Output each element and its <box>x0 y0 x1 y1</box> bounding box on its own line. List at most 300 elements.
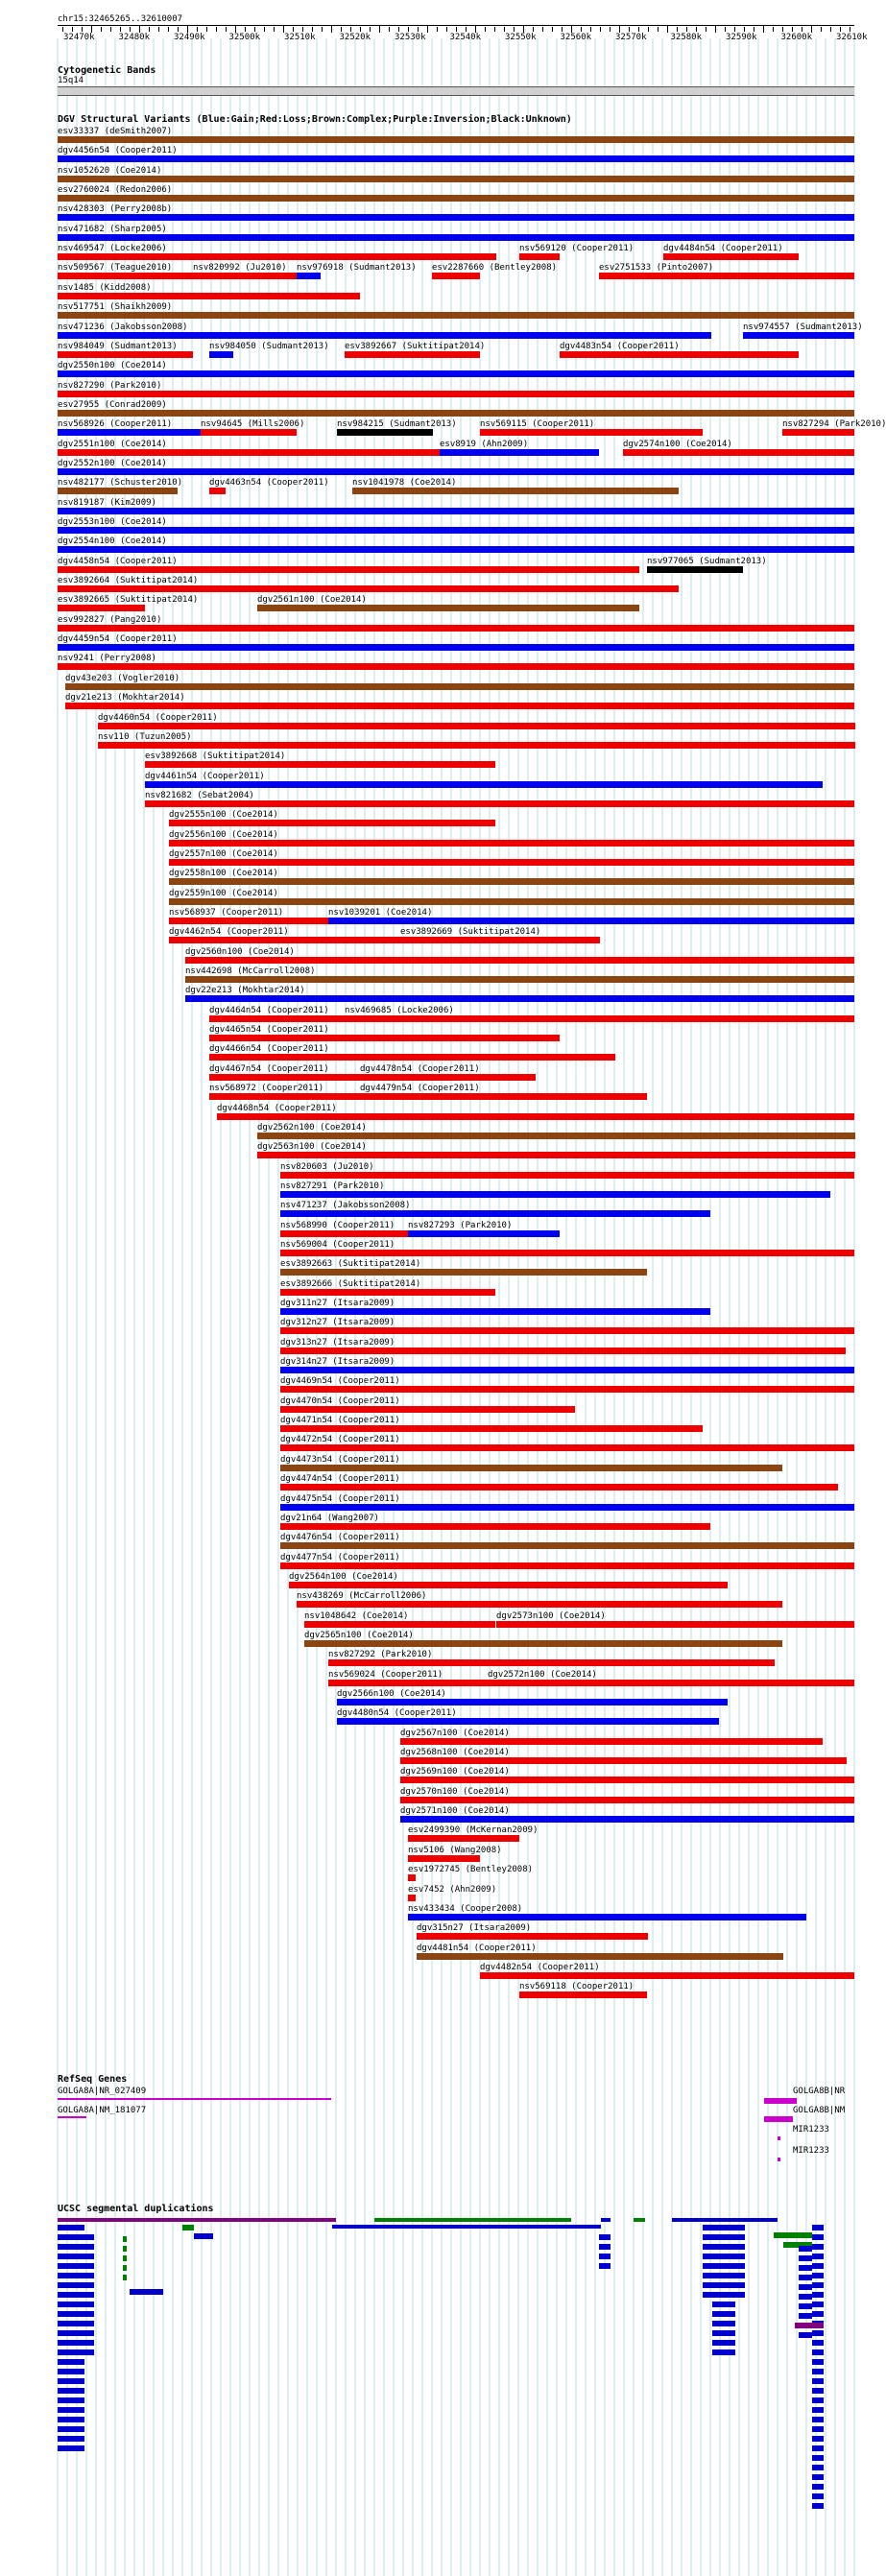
segdup-block[interactable] <box>599 2234 611 2240</box>
segdup-block[interactable] <box>812 2474 824 2480</box>
sv-label[interactable]: dgv2550n100 (Coe2014) <box>58 361 167 370</box>
sv-label[interactable]: nsv977065 (Sudmant2013) <box>647 557 767 566</box>
sv-label[interactable]: esv2499390 (McKernan2009) <box>408 1825 539 1835</box>
segdup-block[interactable] <box>81 2244 94 2250</box>
sv-bar-loss[interactable] <box>58 566 639 573</box>
sv-bar-complex[interactable] <box>58 488 178 494</box>
sv-label[interactable]: nsv482177 (Schuster2010) <box>58 478 183 488</box>
sv-label[interactable]: dgv4464n54 (Cooper2011) <box>209 1006 329 1015</box>
segdup-block[interactable] <box>712 2244 735 2250</box>
sv-label[interactable]: nsv568990 (Cooper2011) <box>280 1221 395 1230</box>
segdup-block[interactable] <box>812 2455 824 2461</box>
segdup-block[interactable] <box>799 2246 812 2252</box>
sv-bar-loss[interactable] <box>345 351 480 358</box>
cytoband-bar[interactable] <box>58 86 854 96</box>
sv-label[interactable]: dgv2568n100 (Coe2014) <box>400 1748 510 1757</box>
sv-bar-loss[interactable] <box>280 1250 854 1256</box>
sv-label[interactable]: nsv569004 (Cooper2011) <box>280 1240 395 1250</box>
sv-bar-loss[interactable] <box>201 429 297 436</box>
sv-bar-loss[interactable] <box>400 1777 854 1783</box>
segdup-block[interactable] <box>799 2303 812 2309</box>
sv-label[interactable]: dgv4463n54 (Cooper2011) <box>209 478 329 488</box>
sv-label[interactable]: dgv43e203 (Vogler2010) <box>65 674 180 683</box>
sv-label[interactable]: nsv568926 (Cooper2011) <box>58 419 173 429</box>
sv-bar-loss[interactable] <box>400 937 600 943</box>
segdup-block[interactable] <box>812 2417 824 2422</box>
sv-label[interactable]: dgv4465n54 (Cooper2011) <box>209 1025 329 1035</box>
sv-bar-gain[interactable] <box>58 332 711 339</box>
sv-label[interactable]: nsv509567 (Teague2010) <box>58 263 173 273</box>
sv-bar-loss[interactable] <box>432 273 480 279</box>
sv-label[interactable]: dgv4480n54 (Cooper2011) <box>337 1708 457 1718</box>
sv-label[interactable]: dgv4466n54 (Cooper2011) <box>209 1044 329 1054</box>
gene-label[interactable]: MIR1233 <box>793 2146 829 2156</box>
sv-label[interactable]: dgv4461n54 (Cooper2011) <box>145 772 265 781</box>
segdup-block[interactable] <box>634 2218 645 2222</box>
gene-model[interactable] <box>764 2098 797 2104</box>
sv-label[interactable]: esv3892665 (Suktitipat2014) <box>58 595 199 605</box>
sv-bar-loss[interactable] <box>280 1386 854 1393</box>
segdup-block[interactable] <box>799 2265 812 2271</box>
sv-label[interactable]: dgv4456n54 (Cooper2011) <box>58 146 178 155</box>
segdup-block[interactable] <box>812 2407 824 2413</box>
sv-label[interactable]: nsv442698 (McCarroll2008) <box>185 966 316 976</box>
sv-label[interactable]: nsv819187 (Kim2009) <box>58 498 156 508</box>
sv-label[interactable]: nsv976918 (Sudmant2013) <box>297 263 417 273</box>
sv-bar-loss[interactable] <box>280 1327 854 1334</box>
sv-bar-complex[interactable] <box>257 1133 855 1139</box>
sv-bar-loss[interactable] <box>217 1113 854 1120</box>
sv-bar-loss[interactable] <box>408 1874 416 1881</box>
sv-label[interactable]: nsv428303 (Perry2008b) <box>58 204 173 214</box>
sv-bar-loss[interactable] <box>360 1074 536 1081</box>
sv-bar-loss[interactable] <box>280 1484 838 1491</box>
sv-bar-gain[interactable] <box>58 429 201 436</box>
sv-bar-loss[interactable] <box>280 1289 495 1296</box>
sv-bar-loss[interactable] <box>169 859 854 866</box>
sv-label[interactable]: dgv4458n54 (Cooper2011) <box>58 557 178 566</box>
segdup-block[interactable] <box>799 2284 812 2290</box>
sv-bar-gain[interactable] <box>209 351 233 358</box>
sv-bar-gain[interactable] <box>58 644 854 651</box>
sv-label[interactable]: esv3892663 (Suktitipat2014) <box>280 1259 421 1269</box>
sv-bar-gain[interactable] <box>280 1308 710 1315</box>
sv-label[interactable]: esv3892669 (Suktitipat2014) <box>400 927 541 937</box>
sv-label[interactable]: dgv2562n100 (Coe2014) <box>257 1123 367 1133</box>
sv-label[interactable]: dgv22e213 (Mokhtar2014) <box>185 986 305 995</box>
sv-label[interactable]: dgv21n64 (Wang2007) <box>280 1514 379 1523</box>
segdup-block[interactable] <box>81 2330 94 2336</box>
sv-label[interactable]: dgv4459n54 (Cooper2011) <box>58 634 178 644</box>
sv-label[interactable]: dgv2572n100 (Coe2014) <box>488 1670 597 1680</box>
sv-bar-loss[interactable] <box>209 1074 361 1081</box>
segdup-block[interactable] <box>812 2273 824 2278</box>
sv-bar-gain[interactable] <box>297 273 321 279</box>
sv-label[interactable]: nsv469547 (Locke2006) <box>58 244 167 253</box>
segdup-block[interactable] <box>812 2503 824 2509</box>
segdup-block[interactable] <box>712 2330 735 2336</box>
segdup-block[interactable] <box>81 2311 94 2317</box>
segdup-block[interactable] <box>81 2234 94 2240</box>
segdup-block[interactable] <box>812 2369 824 2374</box>
sv-bar-loss[interactable] <box>623 449 854 456</box>
sv-bar-gain[interactable] <box>145 781 823 788</box>
segdup-block[interactable] <box>712 2234 735 2240</box>
sv-bar-gain[interactable] <box>337 1718 719 1725</box>
sv-bar-complex[interactable] <box>58 136 854 143</box>
sv-bar-loss[interactable] <box>782 429 854 436</box>
sv-label[interactable]: esv33337 (deSmith2007) <box>58 127 173 136</box>
segdup-block[interactable] <box>799 2313 812 2319</box>
sv-bar-gain[interactable] <box>280 1504 854 1511</box>
sv-bar-loss[interactable] <box>289 1582 728 1588</box>
segdup-block[interactable] <box>799 2332 812 2338</box>
sv-bar-loss[interactable] <box>209 1054 615 1061</box>
sv-bar-loss[interactable] <box>280 1425 703 1432</box>
sv-bar-complex[interactable] <box>185 976 854 983</box>
sv-label[interactable]: dgv4479n54 (Cooper2011) <box>360 1084 480 1093</box>
sv-label[interactable]: dgv313n27 (Itsara2009) <box>280 1338 395 1348</box>
sv-bar-loss[interactable] <box>519 253 560 260</box>
sv-bar-loss[interactable] <box>280 1348 846 1354</box>
sv-label[interactable]: nsv984215 (Sudmant2013) <box>337 419 457 429</box>
sv-bar-loss[interactable] <box>663 253 799 260</box>
segdup-block[interactable] <box>712 2321 735 2326</box>
sv-label[interactable]: dgv4477n54 (Cooper2011) <box>280 1553 400 1562</box>
sv-bar-loss[interactable] <box>185 957 854 964</box>
sv-label[interactable]: nsv471682 (Sharp2005) <box>58 225 167 234</box>
segdup-block[interactable] <box>599 2244 611 2250</box>
segdup-block[interactable] <box>81 2282 94 2288</box>
sv-label[interactable]: dgv4462n54 (Cooper2011) <box>169 927 289 937</box>
sv-bar-loss[interactable] <box>65 703 854 709</box>
sv-label[interactable]: dgv2554n100 (Coe2014) <box>58 537 167 546</box>
segdup-block[interactable] <box>58 2407 84 2413</box>
sv-bar-complex[interactable] <box>280 1269 647 1276</box>
sv-label[interactable]: esv3892667 (Suktitipat2014) <box>345 342 486 351</box>
segdup-block[interactable] <box>812 2254 824 2259</box>
sv-bar-complex[interactable] <box>280 1542 854 1549</box>
segdup-block[interactable] <box>712 2282 735 2288</box>
sv-bar-gain[interactable] <box>337 1699 728 1705</box>
segdup-block[interactable] <box>81 2292 94 2298</box>
segdup-block[interactable] <box>58 2436 84 2442</box>
sv-bar-loss[interactable] <box>280 1406 575 1413</box>
segdup-block[interactable] <box>812 2282 824 2288</box>
sv-bar-gain[interactable] <box>58 508 854 514</box>
segdup-block[interactable] <box>130 2289 163 2295</box>
segdup-block[interactable] <box>58 2225 84 2230</box>
sv-label[interactable]: dgv4482n54 (Cooper2011) <box>480 1963 600 1972</box>
sv-label[interactable]: dgv4475n54 (Cooper2011) <box>280 1494 400 1504</box>
sv-label[interactable]: dgv4481n54 (Cooper2011) <box>417 1944 537 1953</box>
sv-label[interactable]: nsv974557 (Sudmant2013) <box>743 322 863 332</box>
sv-bar-loss[interactable] <box>58 273 193 279</box>
sv-bar-gain[interactable] <box>58 468 854 475</box>
segdup-block[interactable] <box>812 2397 824 2403</box>
gene-label[interactable]: GOLGA8B|NR <box>793 2087 846 2096</box>
sv-label[interactable]: dgv4478n54 (Cooper2011) <box>360 1064 480 1074</box>
sv-label[interactable]: dgv2573n100 (Coe2014) <box>496 1611 606 1621</box>
sv-bar-complex[interactable] <box>280 1465 782 1471</box>
segdup-block[interactable] <box>58 2417 84 2422</box>
sv-label[interactable]: nsv820603 (Ju2010) <box>280 1162 374 1172</box>
sv-bar-loss[interactable] <box>58 351 193 358</box>
sv-bar-complex[interactable] <box>65 683 854 690</box>
sv-label[interactable]: dgv2553n100 (Coe2014) <box>58 517 167 527</box>
gene-label[interactable]: GOLGA8A|NR_027409 <box>58 2087 147 2096</box>
segdup-block[interactable] <box>81 2302 94 2307</box>
sv-bar-loss[interactable] <box>280 1230 408 1237</box>
segdup-block[interactable] <box>812 2426 824 2432</box>
sv-label[interactable]: dgv2565n100 (Coe2014) <box>304 1631 414 1640</box>
sv-bar-gain[interactable] <box>280 1210 710 1217</box>
sv-label[interactable]: dgv4471n54 (Cooper2011) <box>280 1416 400 1425</box>
sv-label[interactable]: esv1972745 (Bentley2008) <box>408 1865 534 1874</box>
segdup-block[interactable] <box>123 2275 127 2280</box>
sv-label[interactable]: dgv2569n100 (Coe2014) <box>400 1767 510 1777</box>
gene-model[interactable] <box>58 2116 86 2118</box>
sv-label[interactable]: esv2751533 (Pinto2007) <box>599 263 714 273</box>
sv-label[interactable]: esv2287660 (Bentley2008) <box>432 263 558 273</box>
sv-bar-complex[interactable] <box>169 898 854 905</box>
sv-bar-loss[interactable] <box>209 1015 345 1022</box>
sv-label[interactable]: dgv4467n54 (Cooper2011) <box>209 1064 329 1074</box>
sv-label[interactable]: dgv4472n54 (Cooper2011) <box>280 1435 400 1444</box>
sv-label[interactable]: nsv827290 (Park2010) <box>58 381 162 391</box>
sv-label[interactable]: dgv315n27 (Itsara2009) <box>417 1923 532 1933</box>
sv-label[interactable]: nsv827291 (Park2010) <box>280 1181 385 1191</box>
sv-bar-loss[interactable] <box>480 1972 854 1979</box>
sv-bar-complex[interactable] <box>417 1953 783 1960</box>
sv-bar-loss[interactable] <box>599 273 854 279</box>
segdup-block[interactable] <box>601 2218 611 2222</box>
sv-bar-complex[interactable] <box>257 605 639 611</box>
sv-label[interactable]: dgv312n27 (Itsara2009) <box>280 1318 395 1327</box>
sv-label[interactable]: dgv311n27 (Itsara2009) <box>280 1299 395 1308</box>
segdup-block[interactable] <box>812 2263 824 2269</box>
sv-bar-loss[interactable] <box>345 1015 854 1022</box>
sv-label[interactable]: dgv4460n54 (Cooper2011) <box>98 713 218 723</box>
sv-label[interactable]: dgv2563n100 (Coe2014) <box>257 1142 367 1152</box>
segdup-block[interactable] <box>58 2369 84 2374</box>
sv-bar-gain[interactable] <box>408 1914 806 1920</box>
segdup-block[interactable] <box>599 2254 611 2259</box>
sv-label[interactable]: nsv469685 (Locke2006) <box>345 1006 454 1015</box>
sv-bar-loss[interactable] <box>328 1680 488 1686</box>
sv-bar-loss[interactable] <box>145 761 495 768</box>
sv-label[interactable]: dgv2570n100 (Coe2014) <box>400 1787 510 1797</box>
segdup-block[interactable] <box>799 2255 812 2261</box>
sv-label[interactable]: dgv2561n100 (Coe2014) <box>257 595 367 605</box>
sv-label[interactable]: nsv5106 (Wang2008) <box>408 1846 502 1855</box>
sv-bar-loss[interactable] <box>360 1093 647 1100</box>
sv-bar-loss[interactable] <box>58 625 854 632</box>
segdup-block[interactable] <box>812 2234 824 2240</box>
segdup-block[interactable] <box>712 2254 735 2259</box>
sv-bar-loss[interactable] <box>297 1601 782 1608</box>
sv-label[interactable]: dgv2556n100 (Coe2014) <box>169 830 278 840</box>
sv-bar-loss[interactable] <box>328 1659 775 1666</box>
sv-label[interactable]: nsv827294 (Park2010) <box>782 419 886 429</box>
sv-bar-gain[interactable] <box>280 1191 830 1198</box>
sv-bar-loss[interactable] <box>488 1680 854 1686</box>
segdup-block[interactable] <box>812 2330 824 2336</box>
sv-label[interactable]: nsv569120 (Cooper2011) <box>519 244 635 253</box>
sv-bar-gain[interactable] <box>58 234 854 241</box>
sv-label[interactable]: nsv569024 (Cooper2011) <box>328 1670 443 1680</box>
sv-bar-complex[interactable] <box>304 1640 782 1647</box>
sv-label[interactable]: nsv568972 (Cooper2011) <box>209 1084 324 1093</box>
sv-label[interactable]: dgv2566n100 (Coe2014) <box>337 1689 446 1699</box>
sv-bar-loss[interactable] <box>519 1992 647 1998</box>
segdup-block[interactable] <box>812 2445 824 2451</box>
sv-bar-loss[interactable] <box>257 1152 855 1158</box>
sv-bar-loss[interactable] <box>193 273 297 279</box>
sv-label[interactable]: nsv569115 (Cooper2011) <box>480 419 595 429</box>
sv-bar-loss[interactable] <box>58 253 496 260</box>
sv-label[interactable]: nsv568937 (Cooper2011) <box>169 908 284 918</box>
sv-label[interactable]: dgv4476n54 (Cooper2011) <box>280 1533 400 1542</box>
sv-bar-loss[interactable] <box>400 1738 823 1745</box>
segdup-block[interactable] <box>812 2302 824 2307</box>
segdup-block[interactable] <box>812 2340 824 2346</box>
sv-label[interactable]: nsv517751 (Shaikh2009) <box>58 302 173 312</box>
sv-label[interactable]: dgv2560n100 (Coe2014) <box>185 947 295 957</box>
sv-label[interactable]: dgv314n27 (Itsara2009) <box>280 1357 395 1367</box>
sv-label[interactable]: dgv2552n100 (Coe2014) <box>58 459 167 468</box>
segdup-block[interactable] <box>58 2388 84 2394</box>
sv-label[interactable]: esv27955 (Conrad2009) <box>58 400 167 410</box>
segdup-block[interactable] <box>81 2254 94 2259</box>
sv-label[interactable]: dgv21e213 (Mokhtar2014) <box>65 693 185 703</box>
sv-label[interactable]: dgv2567n100 (Coe2014) <box>400 1729 510 1738</box>
segdup-block[interactable] <box>812 2292 824 2298</box>
sv-label[interactable]: dgv4470n54 (Cooper2011) <box>280 1396 400 1406</box>
sv-bar-complex[interactable] <box>352 488 679 494</box>
sv-label[interactable]: nsv1052620 (Coe2014) <box>58 166 162 176</box>
sv-bar-loss[interactable] <box>408 1835 519 1842</box>
sv-bar-gain[interactable] <box>58 546 854 553</box>
sv-label[interactable]: nsv471237 (Jakobsson2008) <box>280 1201 411 1210</box>
sv-label[interactable]: esv2760024 (Redon2006) <box>58 185 173 195</box>
sv-label[interactable]: dgv4483n54 (Cooper2011) <box>560 342 680 351</box>
sv-bar-gain[interactable] <box>185 995 854 1002</box>
sv-label[interactable]: nsv438269 (McCarroll2006) <box>297 1591 427 1601</box>
sv-label[interactable]: dgv2559n100 (Coe2014) <box>169 889 278 898</box>
sv-label[interactable]: dgv2558n100 (Coe2014) <box>169 869 278 878</box>
sv-label[interactable]: dgv2551n100 (Coe2014) <box>58 440 167 449</box>
sv-bar-loss[interactable] <box>209 488 226 494</box>
segdup-block[interactable] <box>81 2349 94 2355</box>
sv-label[interactable]: dgv2571n100 (Coe2014) <box>400 1806 510 1816</box>
segdup-block[interactable] <box>123 2246 127 2252</box>
sv-bar-loss[interactable] <box>400 1797 854 1803</box>
sv-bar-loss[interactable] <box>58 293 360 299</box>
segdup-block[interactable] <box>194 2233 213 2239</box>
sv-label[interactable]: nsv821682 (Sebat2004) <box>145 791 254 800</box>
segdup-block[interactable] <box>799 2275 812 2280</box>
sv-bar-loss[interactable] <box>560 351 799 358</box>
sv-bar-loss[interactable] <box>169 820 495 826</box>
sv-bar-loss[interactable] <box>58 663 854 670</box>
sv-bar-loss[interactable] <box>169 840 854 847</box>
sv-bar-complex[interactable] <box>169 878 854 885</box>
sv-label[interactable]: esv3892668 (Suktitipat2014) <box>145 751 286 761</box>
sv-label[interactable]: esv992827 (Pang2010) <box>58 615 162 625</box>
segdup-block[interactable] <box>812 2244 824 2250</box>
sv-bar-loss[interactable] <box>480 429 703 436</box>
sv-label[interactable]: nsv827292 (Park2010) <box>328 1650 433 1659</box>
sv-bar-loss[interactable] <box>169 918 328 924</box>
sv-bar-complex[interactable] <box>58 410 854 417</box>
segdup-block[interactable] <box>58 2445 84 2451</box>
segdup-block[interactable] <box>712 2225 735 2230</box>
sv-bar-complex[interactable] <box>58 312 854 319</box>
sv-label[interactable]: nsv1485 (Kidd2008) <box>58 283 152 293</box>
gene-model[interactable] <box>764 2116 793 2122</box>
sv-label[interactable]: nsv1039201 (Coe2014) <box>328 908 433 918</box>
sv-label[interactable]: dgv2555n100 (Coe2014) <box>169 810 278 820</box>
segdup-block[interactable] <box>58 2359 84 2365</box>
segdup-block[interactable] <box>123 2236 127 2242</box>
sv-bar-loss[interactable] <box>58 605 145 611</box>
sv-label[interactable]: dgv2564n100 (Coe2014) <box>289 1572 398 1582</box>
gene-label[interactable]: MIR1233 <box>793 2125 829 2135</box>
segdup-block[interactable] <box>599 2263 611 2269</box>
segdup-block[interactable] <box>812 2465 824 2470</box>
sv-label[interactable]: esv3892666 (Suktitipat2014) <box>280 1279 421 1289</box>
gene-model[interactable] <box>778 2158 780 2161</box>
sv-bar-loss[interactable] <box>58 391 854 397</box>
segdup-block[interactable] <box>58 2426 84 2432</box>
sv-label[interactable]: nsv94645 (Mills2006) <box>201 419 305 429</box>
segdup-block[interactable] <box>712 2349 735 2355</box>
sv-bar-loss[interactable] <box>209 1035 560 1041</box>
segdup-block[interactable] <box>712 2292 735 2298</box>
segdup-block[interactable] <box>123 2255 127 2261</box>
gene-model[interactable] <box>778 2136 780 2140</box>
sv-label[interactable]: nsv569118 (Cooper2011) <box>519 1982 635 1992</box>
segdup-block[interactable] <box>812 2436 824 2442</box>
sv-bar-gain[interactable] <box>58 214 854 221</box>
gene-label[interactable]: GOLGA8A|NM_181077 <box>58 2106 147 2115</box>
sv-bar-loss[interactable] <box>408 1895 416 1901</box>
sv-bar-loss[interactable] <box>58 585 679 592</box>
sv-bar-loss[interactable] <box>145 800 854 807</box>
segdup-block[interactable] <box>672 2218 778 2222</box>
sv-bar-loss[interactable] <box>169 937 400 943</box>
sv-label[interactable]: nsv9241 (Perry2008) <box>58 654 156 663</box>
segdup-block[interactable] <box>123 2265 127 2271</box>
segdup-block[interactable] <box>774 2232 812 2238</box>
segdup-block[interactable] <box>812 2484 824 2490</box>
segdup-block[interactable] <box>58 2378 84 2384</box>
segdup-block[interactable] <box>712 2340 735 2346</box>
sv-bar-loss[interactable] <box>98 723 855 729</box>
sv-bar-loss[interactable] <box>280 1172 854 1179</box>
sv-label[interactable]: esv7452 (Ahn2009) <box>408 1885 497 1895</box>
sv-bar-loss[interactable] <box>280 1523 710 1530</box>
sv-label[interactable]: nsv827293 (Park2010) <box>408 1221 513 1230</box>
segdup-block[interactable] <box>812 2378 824 2384</box>
sv-bar-gain[interactable] <box>328 918 854 924</box>
sv-bar-loss[interactable] <box>304 1621 495 1628</box>
sv-label[interactable]: nsv110 (Tuzun2005) <box>98 732 192 742</box>
sv-label[interactable]: dgv4474n54 (Cooper2011) <box>280 1474 400 1484</box>
segdup-block[interactable] <box>799 2294 812 2300</box>
sv-bar-loss[interactable] <box>408 1855 480 1862</box>
